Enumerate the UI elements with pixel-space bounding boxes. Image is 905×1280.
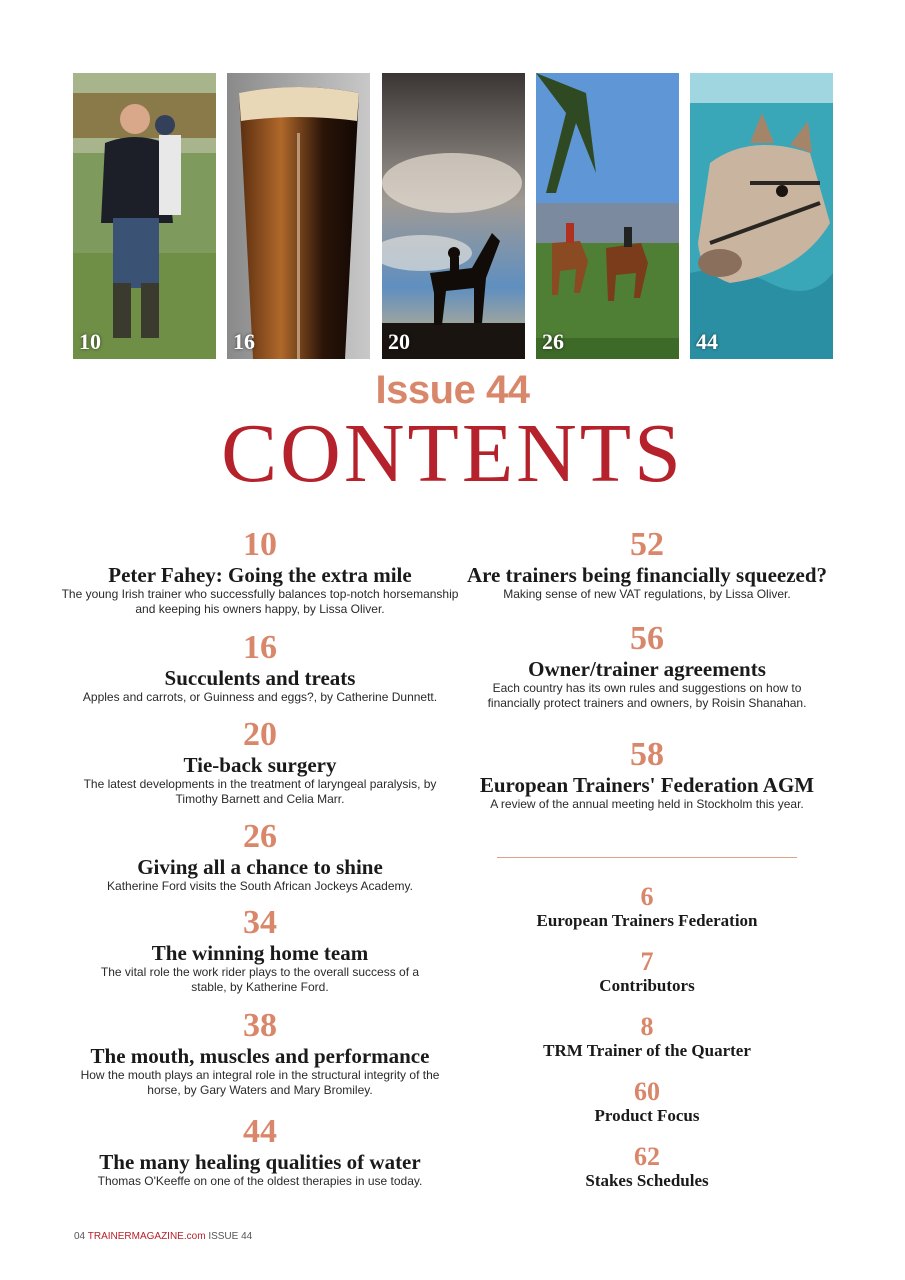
footer-page-number: 04 — [74, 1231, 86, 1242]
article-entry[interactable] — [60, 630, 460, 705]
regular-page-number: 62 — [634, 1142, 660, 1171]
regular-headline: European Trainers Federation — [536, 911, 758, 930]
article-description: The vital role the work rider plays to the overall success of a stable, by Katherine Ford. — [100, 965, 420, 994]
article-description: Making sense of new VAT regulations, by Lissa Oliver. — [503, 587, 791, 601]
article-description: The latest developments in the treatment of laryngeal paralysis, by Timothy Barnett and Celia Marr. — [83, 777, 437, 806]
article-description: Katherine Ford visits the South African Jockeys Academy. — [107, 879, 413, 893]
horse-silhouette-image — [382, 73, 525, 359]
article-headline: Peter Fahey: Going the extra mile — [108, 563, 412, 587]
footer-site-link[interactable]: TRAINERMAGAZINE.com — [87, 1231, 206, 1242]
article-headline: Succulents and treats — [164, 666, 356, 690]
regular-page-number: 7 — [640, 947, 654, 976]
photo-swimming-horse — [690, 73, 833, 359]
article-page-number: 44 — [243, 1113, 277, 1150]
article-description: The young Irish trainer who successfully balances top-notch horsemanship and keeping his owners happy, by Lissa Oliver. — [61, 587, 459, 616]
article-headline: Tie-back surgery — [183, 753, 337, 777]
regular-headline: Product Focus — [594, 1106, 700, 1125]
riders-academy-image — [536, 73, 679, 359]
article-description: How the mouth plays an integral role in the structural integrity of the horse, by Gary Waters and Mary Bromiley. — [80, 1068, 440, 1097]
issue-label: Issue 44 — [375, 368, 530, 412]
regular-headline: Contributors — [599, 976, 695, 995]
photo-page-number: 20 — [388, 329, 410, 354]
regular-page-number: 6 — [640, 882, 654, 911]
photo-page-number: 10 — [79, 329, 101, 354]
article-headline: Are trainers being financially squeezed? — [466, 563, 828, 587]
guinness-pint-image — [227, 73, 370, 359]
photo-guinness — [227, 73, 370, 359]
regular-page-number: 60 — [634, 1077, 660, 1106]
section-divider — [497, 857, 797, 858]
article-page-number: 38 — [243, 1007, 277, 1044]
article-description: Thomas O'Keeffe on one of the oldest therapies in use today. — [97, 1174, 423, 1188]
article-headline: European Trainers' Federation AGM — [479, 773, 815, 797]
article-page-number: 16 — [243, 629, 277, 666]
article-description: A review of the annual meeting held in Stockholm this year. — [490, 797, 804, 811]
article-entry[interactable] — [60, 1008, 460, 1098]
page-title: CONTENTS — [221, 407, 684, 500]
swimming-horse-image — [690, 73, 833, 359]
article-headline: The many healing qualities of water — [99, 1150, 421, 1174]
photo-silhouette — [382, 73, 525, 359]
article-page-number: 34 — [243, 904, 277, 941]
photo-page-number: 44 — [696, 329, 718, 354]
regular-headline: TRM Trainer of the Quarter — [543, 1041, 751, 1060]
article-entry[interactable] — [60, 905, 460, 995]
article-headline: Owner/trainer agreements — [528, 657, 766, 681]
article-description: Each country has its own rules and suggestions on how to financially protect trainers and owners, by Roisin Shanahan. — [487, 681, 807, 710]
page-footer — [74, 1231, 252, 1242]
article-headline: The winning home team — [151, 941, 369, 965]
photo-riders — [536, 73, 679, 359]
trainer-photo-image — [73, 73, 216, 359]
photo-strip — [73, 73, 833, 359]
regular-page-number: 8 — [640, 1012, 654, 1041]
regular-entry[interactable] — [447, 1144, 847, 1192]
article-description: Apples and carrots, or Guinness and eggs?, by Catherine Dunnett. — [82, 690, 438, 704]
article-page-number: 26 — [243, 818, 277, 855]
article-entry[interactable] — [447, 737, 847, 812]
article-entry[interactable] — [447, 527, 847, 602]
article-page-number: 52 — [630, 526, 664, 563]
article-entry[interactable] — [447, 621, 847, 711]
regular-headline: Stakes Schedules — [585, 1171, 709, 1190]
regular-entry[interactable] — [447, 1014, 847, 1062]
article-entry[interactable] — [60, 819, 460, 894]
article-headline: The mouth, muscles and performance — [90, 1044, 430, 1068]
photo-page-number: 16 — [233, 329, 255, 354]
article-entry[interactable] — [60, 1114, 460, 1189]
photo-trainer — [73, 73, 216, 359]
article-entry[interactable] — [60, 527, 460, 617]
regular-entry[interactable] — [447, 1079, 847, 1127]
article-entry[interactable] — [60, 717, 460, 807]
regular-entry[interactable] — [447, 884, 847, 932]
article-page-number: 58 — [630, 736, 664, 773]
regular-entry[interactable] — [447, 949, 847, 997]
photo-page-number: 26 — [542, 329, 564, 354]
article-page-number: 20 — [243, 716, 277, 753]
article-headline: Giving all a chance to shine — [137, 855, 383, 879]
article-page-number: 10 — [243, 526, 277, 563]
footer-issue: ISSUE 44 — [208, 1231, 253, 1242]
article-page-number: 56 — [630, 620, 664, 657]
